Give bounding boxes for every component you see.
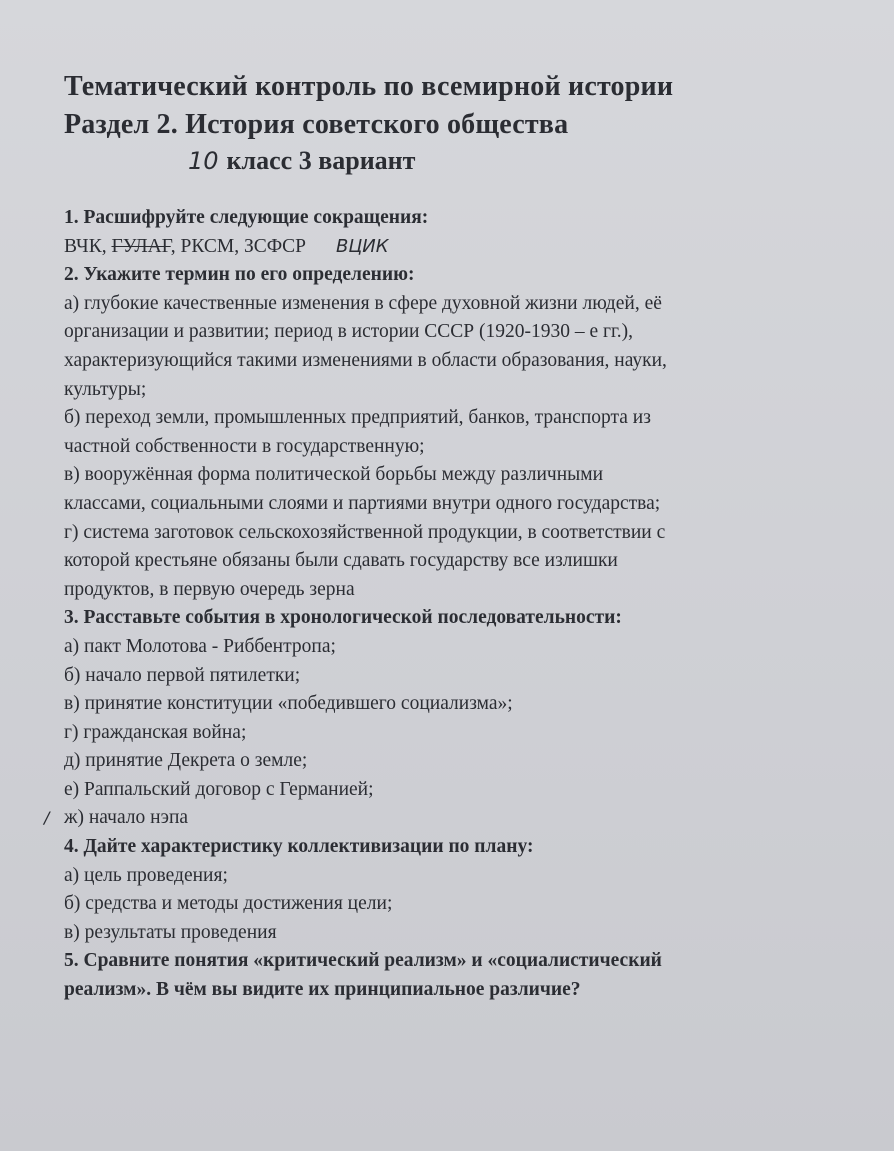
definition-line: организации и развитии; период в истории СССР (1920-1930 – е гг.), xyxy=(64,321,634,343)
question-3-events xyxy=(44,633,864,833)
event-item: а) пакт Молотова - Риббентропа; xyxy=(64,635,336,657)
section-title: Раздел 2. История советского общества xyxy=(64,109,569,140)
question-3-title: 3. Расставьте события в хронологической последовательности: xyxy=(64,607,622,629)
worksheet-title: Тематический контроль по всемирной истории xyxy=(64,71,674,102)
event-item: е) Раппальский договор с Германией; xyxy=(64,778,374,800)
event-item: д) принятие Декрета о земле; xyxy=(64,750,308,772)
definition-line: в) вооружённая форма политической борьбы между различными xyxy=(64,464,604,486)
margin-pencil-note: / xyxy=(44,808,50,828)
question-5-line: 5. Сравните понятия «критический реализм» и «социалистический xyxy=(64,950,662,972)
question-1-abbreviations xyxy=(64,233,864,262)
plan-item: а) цель проведения; xyxy=(64,864,228,886)
definition-line: а) глубокие качественные изменения в сфере духовной жизни людей, её xyxy=(64,292,662,314)
question-2-title: 2. Укажите термин по его определению: xyxy=(64,264,415,286)
definition-line: культуры; xyxy=(64,378,147,400)
event-item: в) принятие конституции «победившего социализма»; xyxy=(64,693,513,715)
abbr-struck: ГУЛАГ xyxy=(111,235,171,257)
abbr-after: , РКСМ, ЗСФСР xyxy=(170,235,306,257)
definition-line: классами, социальными слоями и партиями внутри одного государства; xyxy=(64,492,661,514)
plan-item: б) средства и методы достижения цели; xyxy=(64,893,393,915)
definition-line: которой крестьяне обязаны были сдавать государству все излишки xyxy=(64,550,618,572)
worksheet xyxy=(44,70,864,1005)
definition-line: б) переход земли, промышленных предприятий, банков, транспорта из xyxy=(64,407,651,429)
question-5-line: реализм». В чём вы видите их принципиальное различие? xyxy=(64,979,581,1001)
event-item: г) гражданская война; xyxy=(64,721,247,743)
definition-line: продуктов, в первую очередь зерна xyxy=(64,578,355,600)
definition-line: характеризующийся такими изменениями в области образования, науки, xyxy=(64,349,667,371)
question-2-definitions xyxy=(64,290,864,605)
question-4-plan xyxy=(64,862,864,948)
grade-variant-text: класс 3 вариант xyxy=(226,146,416,175)
definition-line: г) система заготовок сельскохозяйственной продукции, в соответствии с xyxy=(64,521,666,543)
question-4-title: 4. Дайте характеристику коллективизации по плану: xyxy=(64,836,534,858)
abbr-before: ВЧК, xyxy=(64,235,112,257)
question-1-title: 1. Расшифруйте следующие сокращения: xyxy=(64,207,429,228)
event-item: б) начало первой пятилетки; xyxy=(64,664,301,686)
grade-handwritten: 10 xyxy=(188,147,219,175)
event-item xyxy=(44,804,864,833)
grade-variant xyxy=(188,144,864,178)
plan-item: в) результаты проведения xyxy=(64,921,277,943)
event-item-text: ж) начало нэпа xyxy=(64,807,189,829)
definition-line: частной собственности в государственную; xyxy=(64,435,425,457)
abbr-handwritten: ВЦИК xyxy=(335,235,389,257)
